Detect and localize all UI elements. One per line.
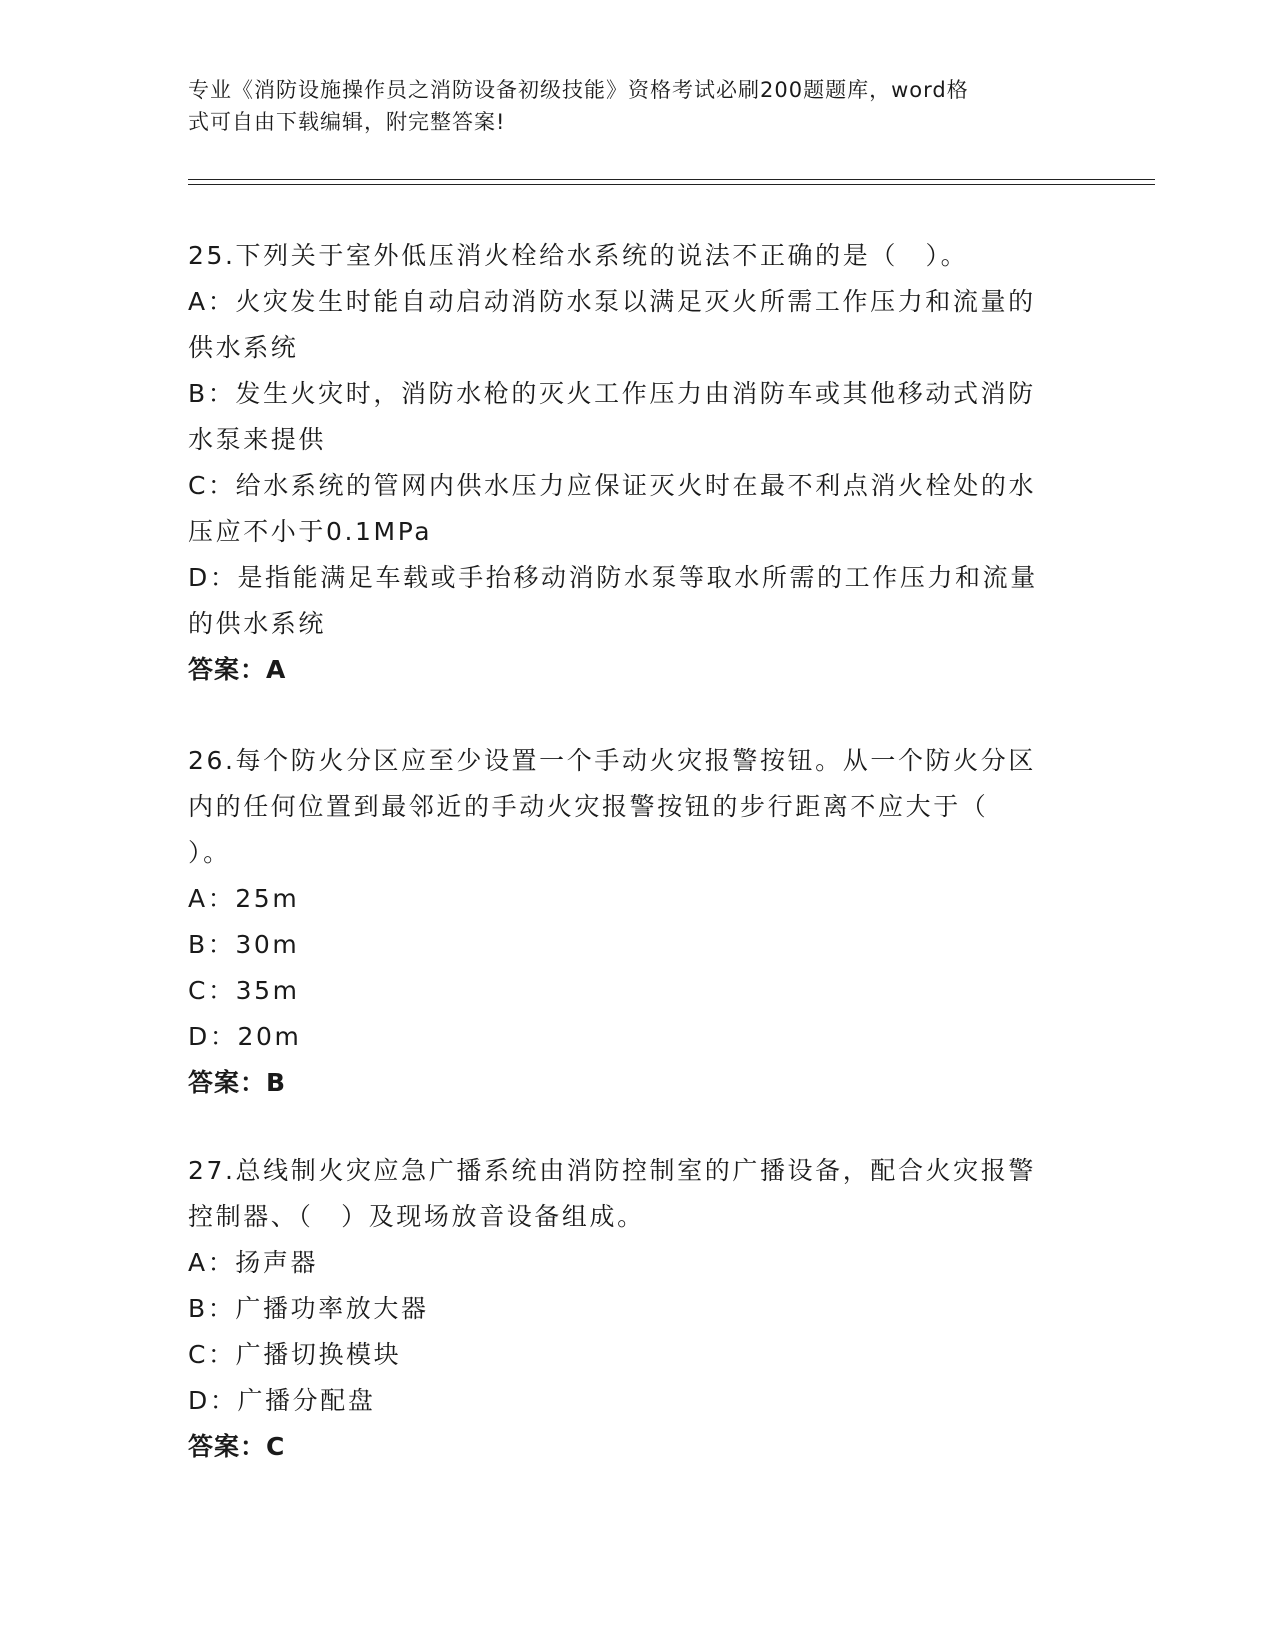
- answer-label: 答案：A: [188, 655, 287, 684]
- option-b: B：30m: [188, 930, 300, 959]
- question-stem: 26.每个防火分区应至少设置一个手动火灾报警按钮。从一个防火分区: [188, 746, 1036, 775]
- option-c: C：给水系统的管网内供水压力应保证灭火时在最不利点消火栓处的水: [188, 471, 1037, 500]
- option-a: A：火灾发生时能自动启动消防水泵以满足灭火所需工作压力和流量的: [188, 287, 1036, 316]
- option-d: D：20m: [188, 1022, 302, 1051]
- question-stem: 27.总线制火灾应急广播系统由消防控制室的广播设备，配合火灾报警: [188, 1156, 1036, 1185]
- answer-label: 答案：B: [188, 1068, 287, 1097]
- option-b-continued: 水泵来提供: [188, 425, 327, 454]
- question-stem-end: ）。: [188, 838, 231, 867]
- question-stem-continued: 控制器、（ ）及现场放音设备组成。: [188, 1202, 645, 1231]
- option-c: C：35m: [188, 976, 300, 1005]
- question-27: [188, 1148, 1073, 1470]
- header-divider-bottom: [188, 184, 1155, 185]
- question-stem: 25.下列关于室外低压消火栓给水系统的说法不正确的是（ ）。: [188, 241, 969, 270]
- option-c: C：广播切换模块: [188, 1340, 402, 1369]
- option-d: D：是指能满足车载或手抬移动消防水泵等取水所需的工作压力和流量: [188, 563, 1038, 592]
- question-stem-continued: 内的任何位置到最邻近的手动火灾报警按钮的步行距离不应大于（: [188, 792, 989, 821]
- option-b: B：广播功率放大器: [188, 1294, 429, 1323]
- option-a: A：25m: [188, 884, 300, 913]
- header-line-2: 式可自由下载编辑，附完整答案!: [188, 110, 506, 134]
- header-divider-top: [188, 179, 1155, 180]
- question-26: [188, 738, 1073, 1106]
- header-line-1: 专业《消防设施操作员之消防设备初级技能》资格考试必刷200题题库，word格: [188, 78, 969, 102]
- option-d-continued: 的供水系统: [188, 609, 327, 638]
- document-header: [188, 74, 1068, 138]
- answer-label: 答案：C: [188, 1432, 286, 1461]
- option-a: A：扬声器: [188, 1248, 319, 1277]
- option-b: B：发生火灾时，消防水枪的灭火工作压力由消防车或其他移动式消防: [188, 379, 1036, 408]
- option-a-continued: 供水系统: [188, 333, 299, 362]
- question-25: [188, 233, 1073, 693]
- option-d: D：广播分配盘: [188, 1386, 376, 1415]
- option-c-continued: 压应不小于0.1MPa: [188, 517, 433, 546]
